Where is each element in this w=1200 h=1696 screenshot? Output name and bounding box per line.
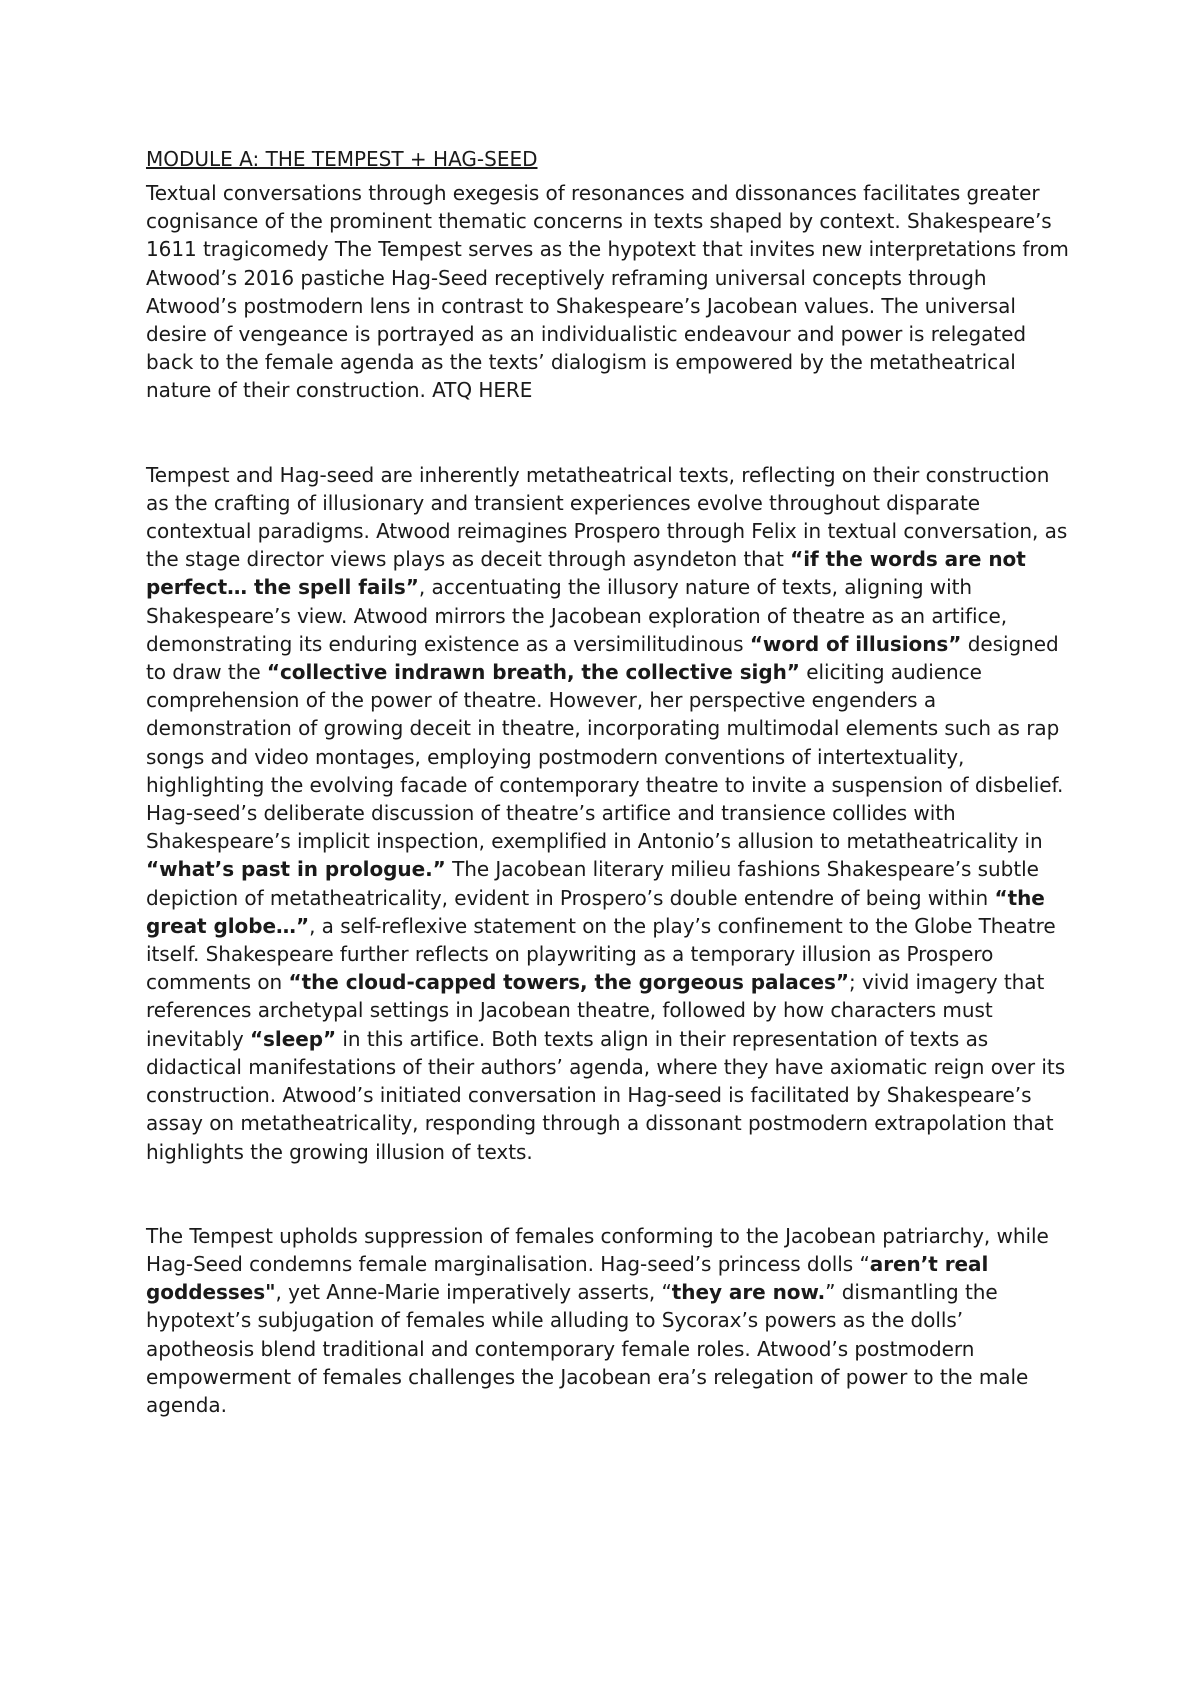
paragraph-spacer [146,1166,1076,1222]
quote-run: “sleep” [249,1026,337,1051]
text-run: ; vivid imagery that references archetypal settings in Jacobean theatre, followed by how characters must inevitably [146,970,1045,1051]
quote-run: “the cloud-capped towers, the gorgeous palaces” [288,970,850,995]
paragraph-spacer [146,405,1076,461]
text-run: , yet Anne-Marie imperatively asserts, “ [275,1280,672,1305]
introduction-paragraph: Textual conversations through exegesis of resonances and dissonances facilitates greater cognisance of the prominent thematic concerns in texts shaped by context. Shakespeare’s 1611 tragicomedy The Tempest serves as the hypotext that invites new interpretations from Atwood’s 2016 pastiche Hag-Seed receptively reframing universal concepts through Atwood’s postmodern lens in contrast to Shakespeare’s Jacobean values. The universal desire of vengeance is portrayed as an individualistic endeavour and power is relegated back to the female agenda as the texts’ dialogism is empowered by the metatheatrical nature of their construction. ATQ HERE [146,181,1069,403]
text-run: The Tempest upholds suppression of females conforming to the Jacobean patriarchy, while Hag-Seed condemns female marginalisation. Hag-seed’s princess dolls “ [146,1223,1049,1276]
quote-run: “what’s past in prologue.” [146,857,446,882]
text-run: eliciting audience comprehension of the power of theatre. However, her perspective engenders a demonstration of growing deceit in theatre, incorporating multimodal elements such as rap songs and video montages, employing postmodern conventions of intertextuality, highlighting the evolving facade of contemporary theatre to invite a suspension of disbelief. Hag-seed’s deliberate discussion of theatre’s artifice and transience collides with Shakespeare’s implicit inspection, exemplified in Antonio’s allusion to metatheatricality in [146,660,1064,854]
quote-run: “word of illusions” [749,631,962,656]
document-heading: MODULE A: THE TEMPEST + HAG-SEED [146,147,538,171]
text-run: designed to draw the [146,631,1059,685]
text-run: , a self-reflexive statement on the play’s confinement to the Globe Theatre itself. Shakespeare further reflects on playwriting as a temporary illusion as Prospero comments on [146,913,1056,995]
text-run: Tempest and Hag-seed are inherently metatheatrical texts, reflecting on their construction as the crafting of illusionary and transient experiences evolve throughout disparate contextual paradigms. Atwood reimagines Prospero through Felix in textual conversation, as the stage director views plays as deceit through asyndeton that [146,462,1068,572]
quote-run: aren’t real goddesses" [146,1251,989,1305]
text-run: ” dismantling the hypotext’s subjugation of females while alluding to Sycorax’s powers as the dolls’ apotheosis blend traditional and contemporary female roles. Atwood’s postmodern empowerment of females challenges the Jacobean era’s relegation of power to the male agenda. [146,1280,1029,1417]
quote-run: “if the words are not perfect… the spell fails” [146,547,1026,600]
document-page [146,145,1076,1419]
quote-run: “the great globe…” [146,885,1045,938]
text-run: in this artifice. Both texts align in their representation of texts as didactical manifestations of their authors’ agenda, where they have axiomatic reign over its construction. Atwood’s initiated conversation in Hag-seed is facilitated by Shakespeare’s assay on metatheatricality, responding through a dissonant postmodern extrapolation that highlights the growing illusion of texts. [146,1026,1066,1164]
text-run: The Jacobean literary milieu fashions Shakespeare’s subtle depiction of metatheatricality, evident in Prospero’s double entendre of being within [146,857,1039,910]
quote-run: “collective indrawn breath, the collective sigh” [266,660,800,685]
body-paragraph-metatheatre [146,461,1076,1166]
body-paragraph-females [146,1222,1076,1419]
text-run: , accentuating the illusory nature of texts, aligning with Shakespeare’s view. Atwood mirrors the Jacobean exploration of theatre as an artifice, demonstrating its enduring existence as a versimilitudinous [146,575,1008,656]
quote-run: they are now. [671,1280,826,1305]
